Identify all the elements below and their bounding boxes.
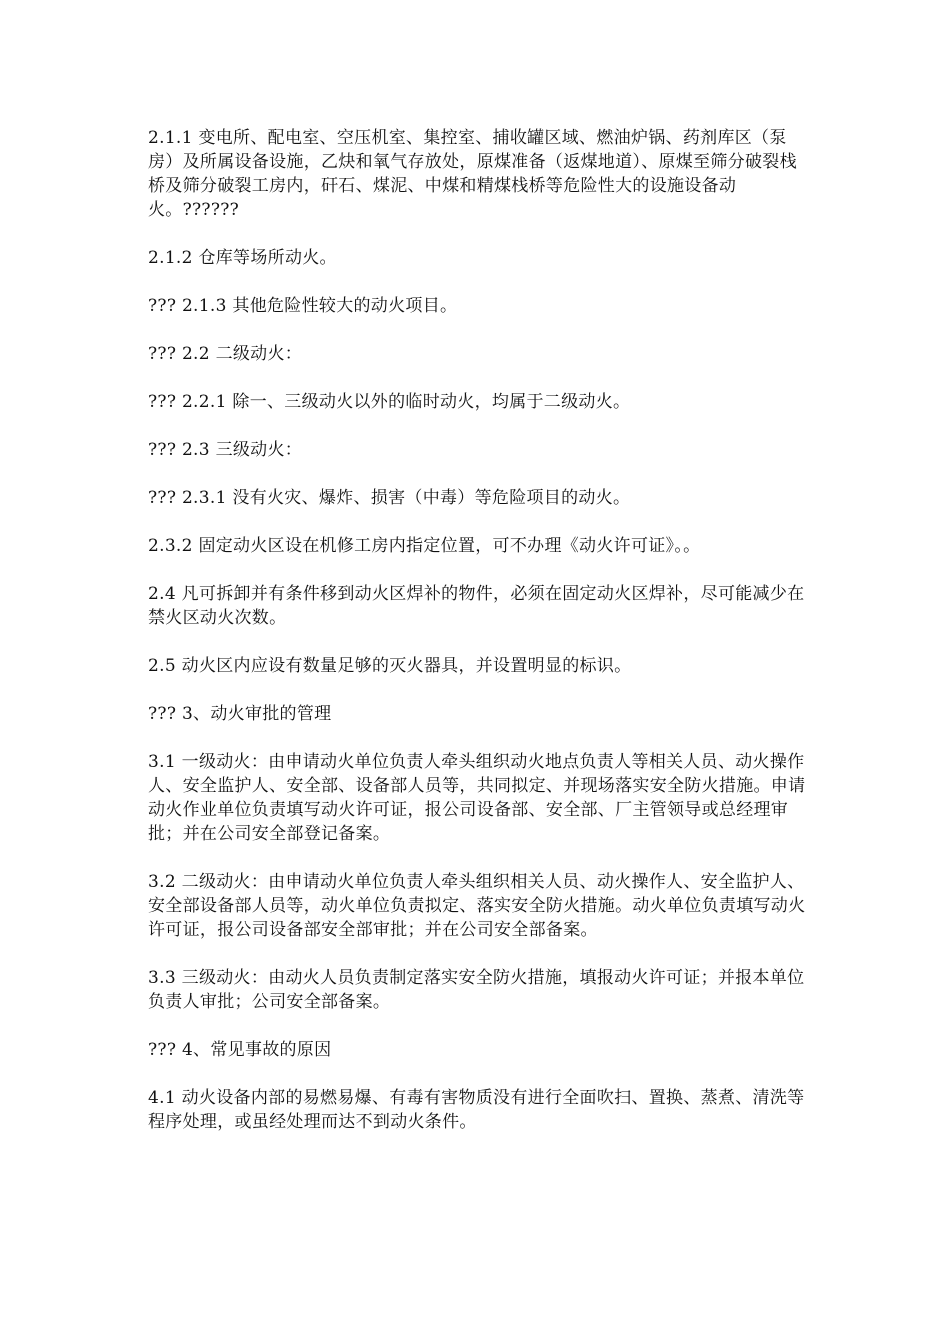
paragraph-2-4: 2.4 凡可拆卸并有条件移到动火区焊补的物件，必须在固定动火区焊补，尽可能减少在禁火区动火次数。 [148, 584, 805, 628]
paragraph-2-1-3: ??? 2.1.3 其他危险性较大的动火项目。 [148, 296, 458, 316]
paragraph-2-5: 2.5 动火区内应设有数量足够的灭火器具，并设置明显的标识。 [148, 656, 632, 676]
paragraph-3-3: 3.3 三级动火：由动火人员负责制定落实安全防火措施，填报动火许可证；并报本单位负责人审批；公司安全部备案。 [148, 968, 805, 1012]
paragraph-2-2-1: ??? 2.2.1 除一、三级动火以外的临时动火，均属于二级动火。 [148, 392, 631, 412]
document-body [148, 126, 808, 1158]
heading-3: ??? 3、动火审批的管理 [148, 704, 332, 724]
heading-4: ??? 4、常见事故的原因 [148, 1040, 332, 1060]
paragraph-2-1-2: 2.1.2 仓库等场所动火。 [148, 248, 337, 268]
paragraph-2-1-1: 2.1.1 变电所、配电室、空压机室、集控室、捕收罐区域、燃油炉锅、药剂库区（泵房）及所属设备设施，乙炔和氧气存放处，原煤准备（返煤地道）、原煤至筛分破裂栈桥及筛分破裂工房内，矸石、煤泥、中煤和精煤栈桥等危险性大的设施设备动火。?????? [148, 128, 797, 220]
heading-2-3: ??? 2.3 三级动火： [148, 440, 303, 460]
paragraph-2-3-2: 2.3.2 固定动火区设在机修工房内指定位置，可不办理《动火许可证》。。 [148, 536, 701, 556]
heading-2-2: ??? 2.2 二级动火： [148, 344, 303, 364]
paragraph-4-1: 4.1 动火设备内部的易燃易爆、有毒有害物质没有进行全面吹扫、置换、蒸煮、清洗等程序处理，或虽经处理而达不到动火条件。 [148, 1088, 805, 1132]
paragraph-3-1: 3.1 一级动火：由申请动火单位负责人牵头组织动火地点负责人等相关人员、动火操作人、安全监护人、安全部、设备部人员等，共同拟定、并现场落实安全防火措施。申请动火作业单位负责填写动火许可证，报公司设备部、安全部、厂主管领导或总经理审批；并在公司安全部登记备案。 [148, 752, 806, 844]
paragraph-2-3-1: ??? 2.3.1 没有火灾、爆炸、损害（中毒）等危险项目的动火。 [148, 488, 631, 508]
paragraph-3-2: 3.2 二级动火：由申请动火单位负责人牵头组织相关人员、动火操作人、安全监护人、安全部设备部人员等，动火单位负责拟定、落实安全防火措施。动火单位负责填写动火许可证，报公司设备部安全部审批；并在公司安全部备案。 [148, 872, 806, 940]
